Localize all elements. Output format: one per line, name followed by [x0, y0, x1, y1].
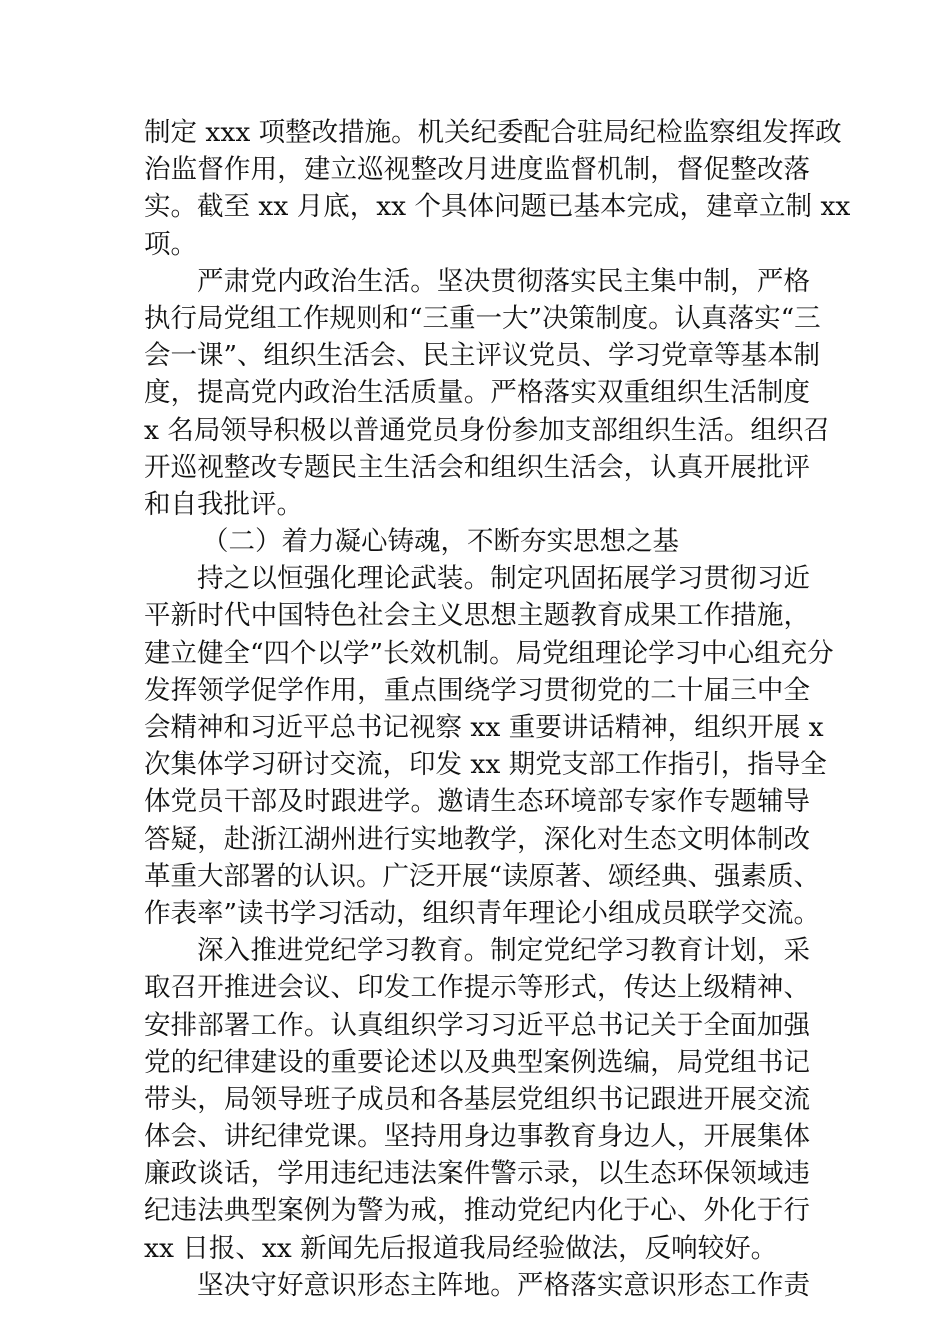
document-body [144, 114, 851, 1304]
text-line: 深入推进党纪学习教育。制定党纪学习教育计划，采 [197, 935, 810, 967]
text-line: 执行局党组工作规则和“三重一大”决策制度。认真落实“三 [144, 302, 821, 334]
paragraph-ideology-front [144, 1267, 810, 1304]
paragraph-rectification-measures [144, 114, 851, 263]
text-line: x 名局领导积极以普通党员身份参加支部组织生活。组织召 [144, 414, 830, 446]
text-line: 开巡视整改专题民主生活会和组织生活会，认真开展批评 [144, 451, 810, 483]
paragraph-discipline-education [144, 932, 810, 1267]
text-line: 取召开推进会议、印发工作提示等形式，传达上级精神、 [144, 972, 810, 1004]
section-heading [144, 523, 810, 560]
text-line: 严肃党内政治生活。坚决贯彻落实民主集中制，严格 [197, 265, 810, 297]
paragraph-theory-study [144, 560, 834, 932]
text-line: 度，提高党内政治生活质量。严格落实双重组织生活制度 [144, 377, 810, 409]
text-line: 坚决守好意识形态主阵地。严格落实意识形态工作责 [197, 1269, 810, 1301]
text-line: 安排部署工作。认真组织学习习近平总书记关于全面加强 [144, 1009, 810, 1041]
text-line: 纪违法典型案例为警为戒，推动党纪内化于心、外化于行 [144, 1195, 810, 1227]
text-line: 持之以恒强化理论武装。制定巩固拓展学习贯彻习近 [197, 563, 810, 595]
paragraph-political-life [144, 263, 830, 523]
text-line: 作表率”读书学习活动，组织青年理论小组成员联学交流。 [144, 897, 821, 929]
text-line: xx 日报、xx 新闻先后报道我局经验做法，反响较好。 [144, 1232, 778, 1264]
text-line: 次集体学习研讨交流，印发 xx 期党支部工作指引，指导全 [144, 749, 827, 781]
text-line: 建立健全“四个以学”长效机制。局党组理论学习中心组充分 [144, 637, 834, 669]
text-line: 党的纪律建设的重要论述以及典型案例选编，局党组书记 [144, 1046, 810, 1078]
text-line: 答疑，赴浙江湖州进行实地教学，深化对生态文明体制改 [144, 823, 810, 855]
text-line: 体会、讲纪律党课。坚持用身边事教育身边人，开展集体 [144, 1121, 810, 1153]
text-line: 体党员干部及时跟进学。邀请生态环境部专家作专题辅导 [144, 786, 810, 818]
text-line: 革重大部署的认识。广泛开展“读原著、颂经典、强素质、 [144, 860, 821, 892]
text-line: 发挥领学促学作用，重点围绕学习贯彻党的二十届三中全 [144, 674, 810, 706]
text-line: 实。截至 xx 月底，xx 个具体问题已基本完成，建章立制 xx [144, 191, 851, 223]
text-line: 会精神和习近平总书记视察 xx 重要讲话精神，组织开展 x [144, 712, 824, 743]
text-line: 带头，局领导班子成员和各基层党组织书记跟进开展交流 [144, 1083, 810, 1115]
text-line: 制定 xxx 项整改措施。机关纪委配合驻局纪检监察组发挥政 [144, 117, 842, 148]
text-line: 廉政谈话，学用违纪违法案件警示录，以生态环保领域违 [144, 1158, 810, 1190]
text-line: 项。 [144, 228, 197, 260]
text-line: 和自我批评。 [144, 488, 303, 520]
section-heading-text: （二）着力凝心铸魂，不断夯实思想之基 [202, 526, 679, 558]
text-line: 会一课”、组织生活会、民主评议党员、学习党章等基本制 [144, 340, 821, 372]
text-line: 平新时代中国特色社会主义思想主题教育成果工作措施， [144, 600, 810, 632]
text-line: 治监督作用，建立巡视整改月进度监督机制，督促整改落 [144, 154, 810, 186]
